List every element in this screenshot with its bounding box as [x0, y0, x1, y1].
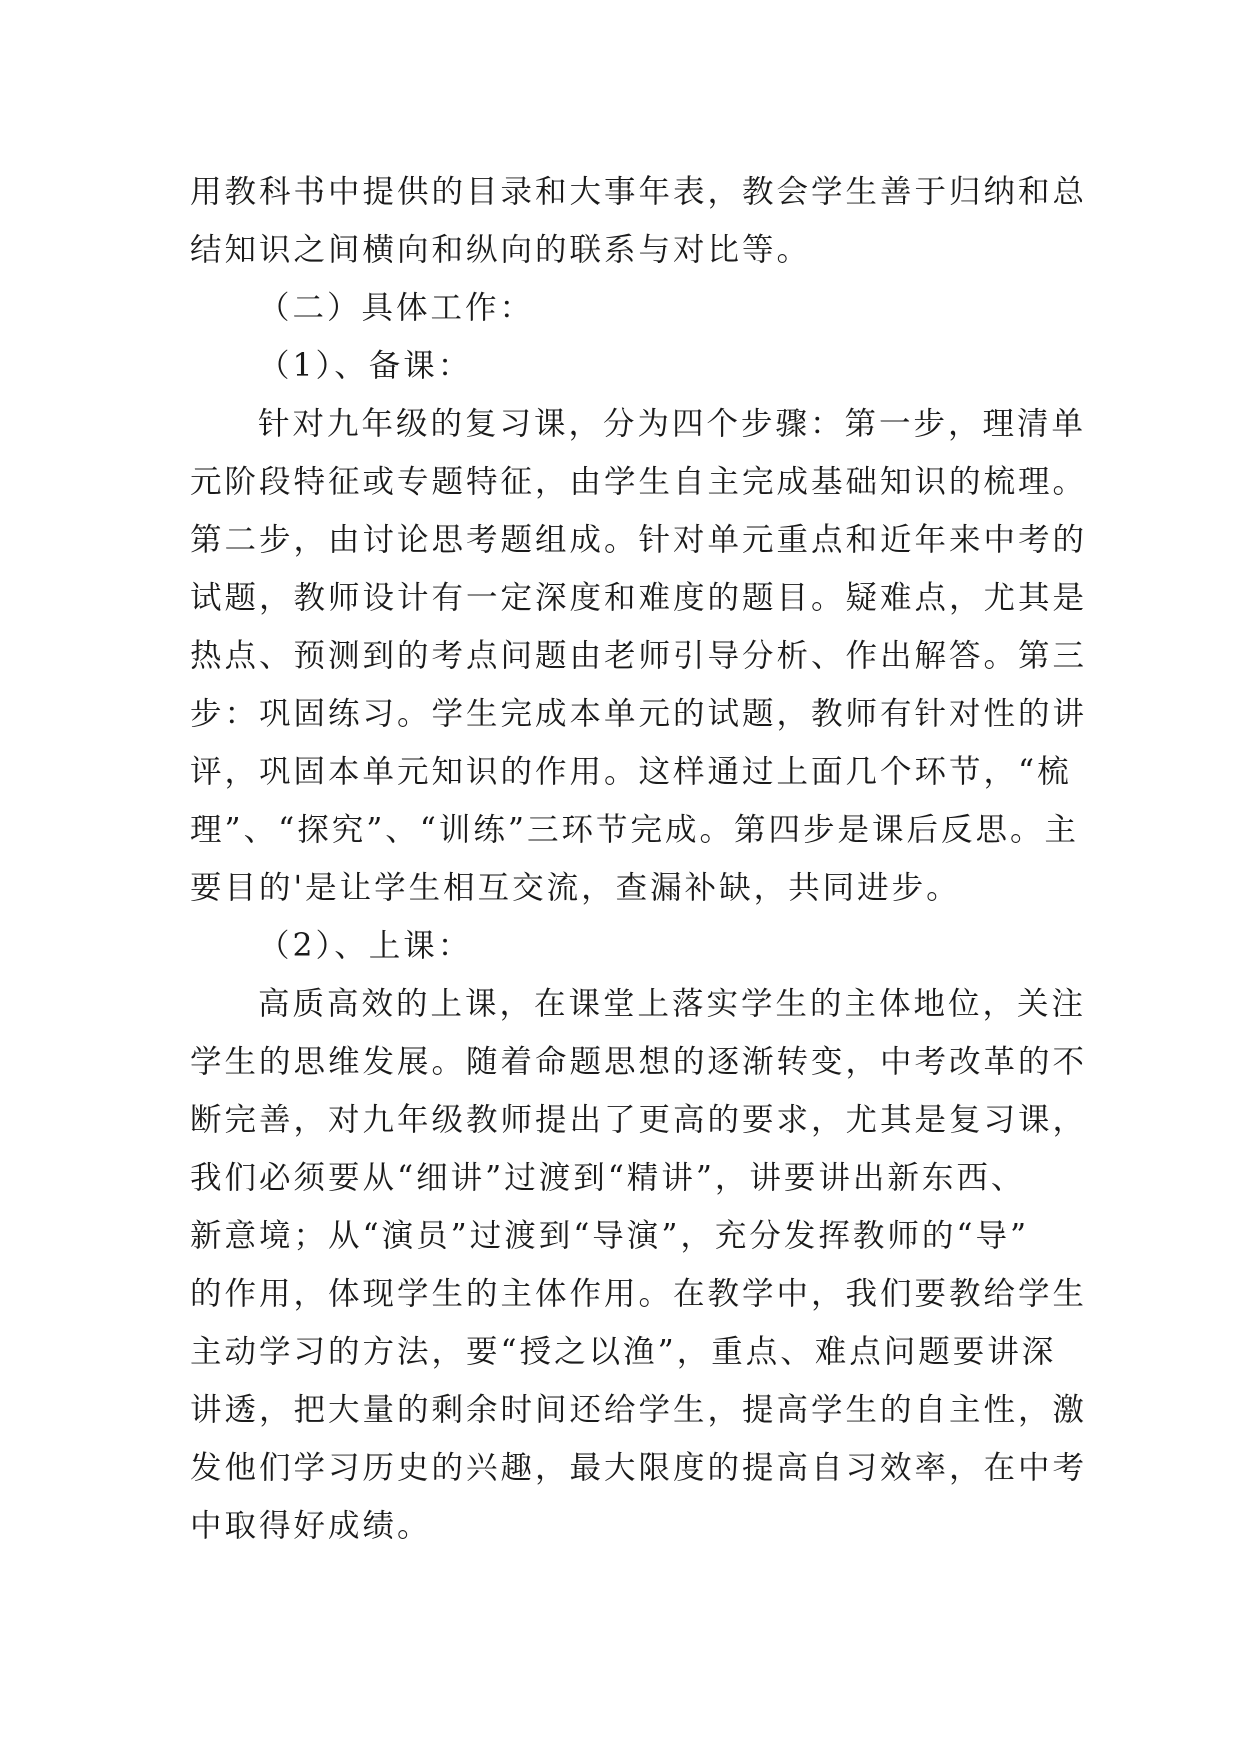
text-line-23: 发他们学习历史的兴趣，最大限度的提高自习效率，在中考	[190, 1450, 1088, 1486]
text-line-17: 断完善，对九年级教师提出了更高的要求，尤其是复习课，	[190, 1102, 1088, 1138]
text-line-2: 结知识之间横向和纵向的联系与对比等。	[190, 232, 812, 268]
text-line-16: 学生的思维发展。随着命题思想的逐渐转变，中考改革的不	[190, 1044, 1088, 1080]
text-line-21: 主动学习的方法，要“授之以渔”，重点、难点问题要讲深	[190, 1334, 1057, 1370]
text-line-15: 高质高效的上课，在课堂上落实学生的主体地位，关注	[258, 986, 1087, 1022]
subheading-lesson-prep: （1）、备课：	[258, 348, 473, 384]
text-line-11: 评，巩固本单元知识的作用。这样通过上面几个环节，“梳	[190, 754, 1072, 790]
text-line-20: 的作用，体现学生的主体作用。在教学中，我们要教给学生	[190, 1276, 1088, 1312]
text-line-19: 新意境；从“演员”过渡到“导演”，充分发挥教师的“导”	[190, 1218, 1030, 1254]
text-line-1: 用教科书中提供的目录和大事年表，教会学生善于归纳和总	[190, 174, 1088, 210]
text-line-22: 讲透，把大量的剩余时间还给学生，提高学生的自主性，激	[190, 1392, 1088, 1428]
text-line-8: 试题，教师设计有一定深度和难度的题目。疑难点，尤其是	[190, 580, 1088, 616]
text-line-18: 我们必须要从“细讲”过渡到“精讲”，讲要讲出新东西、	[190, 1160, 1026, 1196]
text-line-9: 热点、预测到的考点问题由老师引导分析、作出解答。第三	[190, 638, 1088, 674]
text-line-24: 中取得好成绩。	[190, 1508, 432, 1544]
text-line-10: 步：巩固练习。学生完成本单元的试题，教师有针对性的讲	[190, 696, 1088, 732]
text-line-6: 元阶段特征或专题特征，由学生自主完成基础知识的梳理。	[190, 464, 1088, 500]
text-line-13: 要目的'是让学生相互交流，查漏补缺，共同进步。	[190, 870, 961, 906]
section-heading-specific-work: （二）具体工作：	[258, 290, 535, 326]
text-line-5: 针对九年级的复习课，分为四个步骤：第一步，理清单	[258, 406, 1087, 442]
subheading-class-teaching: （2）、上课：	[258, 928, 473, 964]
text-line-7: 第二步，由讨论思考题组成。针对单元重点和近年来中考的	[190, 522, 1088, 558]
text-line-12: 理”、“探究”、“训练”三环节完成。第四步是课后反思。主	[190, 812, 1080, 848]
